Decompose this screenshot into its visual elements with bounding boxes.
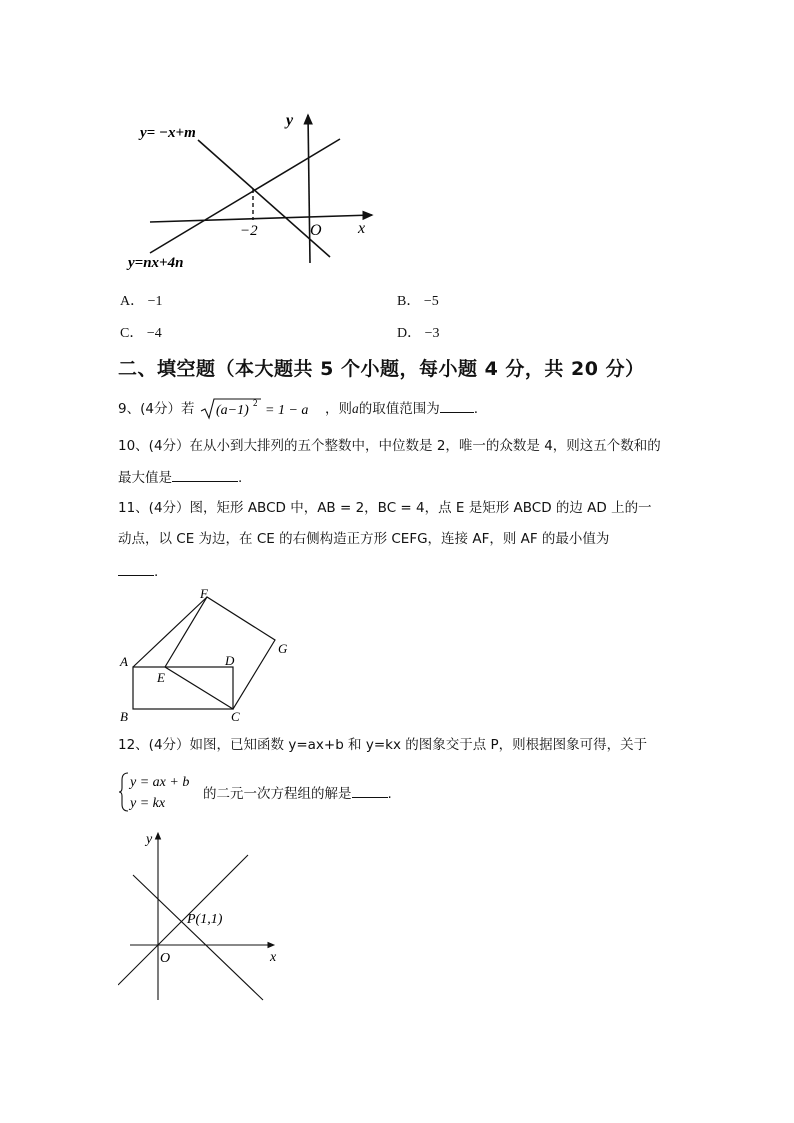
figure-top-graph bbox=[120, 105, 380, 275]
option-b-value: −5 bbox=[423, 294, 439, 309]
label-a: A bbox=[120, 654, 128, 669]
q12-end: . bbox=[387, 786, 392, 802]
q9-prefix: 9、(4分）若 bbox=[118, 401, 195, 417]
origin-label: O bbox=[160, 951, 171, 966]
line-y-eq-ax-plus-b bbox=[133, 875, 263, 1000]
x-axis-label: x bbox=[358, 220, 366, 237]
option-a-letter: A． bbox=[120, 294, 145, 309]
q9-var: a bbox=[352, 401, 359, 416]
question-10-line1: 10、(4分）在从小到大排列的五个整数中，中位数是 2，唯一的众数是 4，则这五个数和的 bbox=[118, 438, 661, 454]
q9-end: . bbox=[473, 401, 479, 417]
line-y-eq-kx bbox=[118, 855, 248, 985]
rectangle-abcd bbox=[133, 667, 233, 709]
option-d bbox=[397, 322, 440, 342]
label-f: F bbox=[200, 586, 208, 601]
line1-label: y= −x+m bbox=[140, 125, 196, 141]
q11-end: . bbox=[154, 564, 159, 580]
q10-answer-blank[interactable] bbox=[172, 468, 238, 482]
q11-answer-blank[interactable] bbox=[118, 562, 154, 576]
option-c-letter: C． bbox=[120, 326, 144, 341]
x-axis-label: x bbox=[270, 950, 277, 965]
y-axis-label: y bbox=[286, 112, 294, 129]
square-cefg bbox=[165, 597, 275, 709]
question-10-line2 bbox=[118, 468, 242, 488]
y-axis bbox=[308, 115, 310, 263]
q9-rhs: = 1 − a bbox=[264, 403, 309, 418]
q10-line2-text: 最大值是 bbox=[118, 470, 172, 486]
q9-answer-blank[interactable] bbox=[440, 399, 474, 413]
option-d-value: −3 bbox=[424, 326, 440, 341]
section-title: 二、填空题（本大题共 5 个小题，每小题 4 分，共 20 分） bbox=[118, 358, 645, 380]
origin-label: O bbox=[310, 222, 322, 239]
q12-eq2: y = kx bbox=[130, 796, 166, 811]
figure-rectangle-square bbox=[115, 585, 300, 725]
q10-end: . bbox=[238, 470, 243, 486]
question-12-line2 bbox=[203, 784, 392, 804]
q12-after: 的二元一次方程组的解是 bbox=[203, 786, 352, 802]
figure-bottom-graph bbox=[118, 825, 288, 1005]
q9-sqrt-expression bbox=[199, 397, 321, 421]
q9-mid: ，则 bbox=[325, 401, 353, 417]
q12-answer-blank[interactable] bbox=[352, 784, 388, 798]
option-b bbox=[397, 290, 439, 310]
segment-af bbox=[133, 597, 207, 667]
label-b: B bbox=[120, 709, 128, 724]
q9-exponent: 2 bbox=[252, 398, 258, 408]
x-axis bbox=[150, 215, 372, 222]
q9-suffix: 的取值范围为 bbox=[358, 401, 440, 417]
option-a-value: −1 bbox=[147, 294, 163, 309]
tick-label: −2 bbox=[240, 223, 258, 239]
question-11-line2: 动点，以 CE 为边，在 CE 的右侧构造正方形 CEFG，连接 AF，则 AF 的最小值为 bbox=[118, 531, 610, 547]
option-a bbox=[120, 290, 163, 310]
y-axis-label: y bbox=[146, 832, 153, 847]
option-d-letter: D． bbox=[397, 326, 422, 341]
label-e: E bbox=[157, 670, 165, 685]
question-11-line1: 11、(4分）图，矩形 ABCD 中，AB = 2，BC = 4，点 E 是矩形 ABCD 的边 AD 上的一 bbox=[118, 500, 652, 516]
q12-eq1: y = ax + b bbox=[130, 775, 190, 790]
label-g: G bbox=[278, 641, 288, 656]
question-11-line3 bbox=[118, 562, 158, 582]
option-c-value: −4 bbox=[146, 326, 162, 341]
label-d: D bbox=[225, 653, 235, 668]
option-b-letter: B． bbox=[397, 294, 421, 309]
question-9 bbox=[118, 397, 478, 421]
line2-label: y=nx+4n bbox=[128, 255, 184, 271]
option-c bbox=[120, 322, 162, 342]
question-12-line1: 12、(4分）如图，已知函数 y=ax+b 和 y=kx 的图象交于点 P，则根据图象可得，关于 bbox=[118, 737, 648, 753]
point-p-label: P(1,1) bbox=[187, 912, 223, 927]
q9-radicand: (a−1) bbox=[215, 403, 249, 418]
label-c: C bbox=[231, 709, 240, 724]
